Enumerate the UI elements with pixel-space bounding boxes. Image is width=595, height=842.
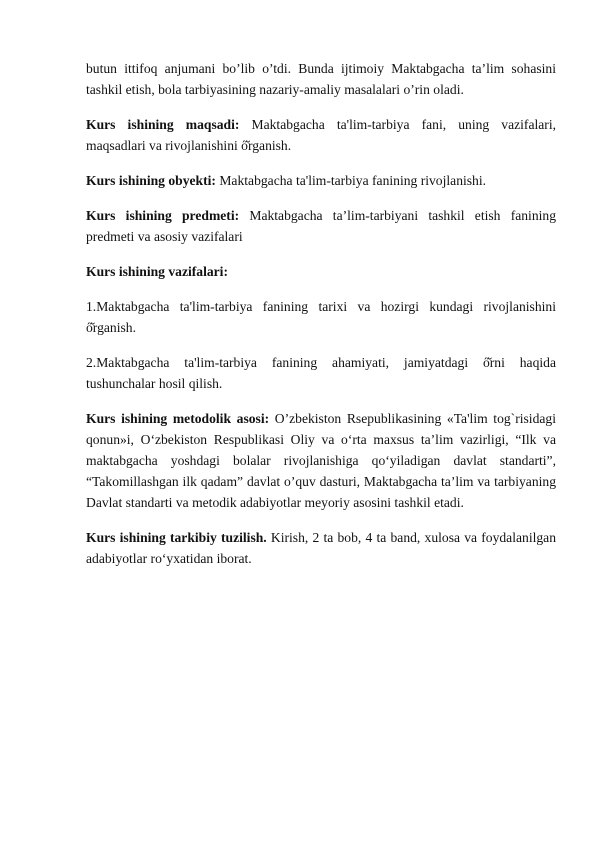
subject-text: Maktabgacha ta’lim-tarbiyani tashkil etish fanining predmeti va asosiy vazifalari xyxy=(86,208,556,244)
tasks-label: Kurs ishining vazifalari: xyxy=(86,264,228,279)
intro-text: butun ittifoq anjumani bo’lib o’tdi. Bunda ijtimoiy Maktabgacha ta’lim sohasini tashkil etish, bola tarbiyasining nazariy-amaliy masalalari o’rin oladi. xyxy=(86,61,556,97)
methodology-text: O’zbekiston Rsepublikasining «Ta'lim tog`risidagi qonun»i, O‘zbekiston Respublikasi Oliy va o‘rta maxsus ta’lim vazirligi, “Ilk va maktabgacha yoshdagi bolalar rivojlanishiga qo‘yiladigan davlat standarti”, “Takomillashgan ilk qadam” davlat o’quv dasturi, Maktabgacha ta’lim va tarbiyaning Davlat standarti va metodik adabiyotlar meyoriy asosini tashkil etadi. xyxy=(86,411,556,510)
methodology-label: Kurs ishining metodolik asosi: xyxy=(86,411,270,426)
intro-paragraph xyxy=(86,58,556,100)
structure-label: Kurs ishining tarkibiy tuzilish. xyxy=(86,530,267,545)
document-page xyxy=(86,58,556,583)
structure-text: Kirish, 2 ta bob, 4 ta band, xulosa va foydalanilgan adabiyotlar ro‘yxatidan iborat. xyxy=(86,530,556,566)
task-item-2-text: 2.Maktabgacha ta'lim-tarbiya fanining ahamiyati, jamiyatdagi ő̆rni haqida tushunchalar hosil qilish. xyxy=(86,355,556,391)
object-label: Kurs ishining obyekti: xyxy=(86,173,216,188)
object-text: Maktabgacha ta'lim-tarbiya fanining rivojlanishi. xyxy=(215,173,487,188)
task-item-1-text: 1.Maktabgacha ta'lim-tarbiya fanining tarixi va hozirgi kundagi rivojlanishini ő̆rganish. xyxy=(86,299,556,335)
goal-label: Kurs ishining maqsadi: xyxy=(86,117,240,132)
methodology-paragraph xyxy=(86,408,556,513)
tasks-heading-paragraph xyxy=(86,261,556,282)
object-paragraph xyxy=(86,170,556,191)
structure-paragraph xyxy=(86,527,556,569)
goal-paragraph xyxy=(86,114,556,156)
task-item-2 xyxy=(86,352,556,394)
subject-label: Kurs ishining predmeti: xyxy=(86,208,240,223)
subject-paragraph xyxy=(86,205,556,247)
task-item-1 xyxy=(86,296,556,338)
goal-text: Maktabgacha ta'lim-tarbiya fani, uning vazifalari, maqsadlari va rivojlanishini ő̆rganish. xyxy=(86,117,557,153)
